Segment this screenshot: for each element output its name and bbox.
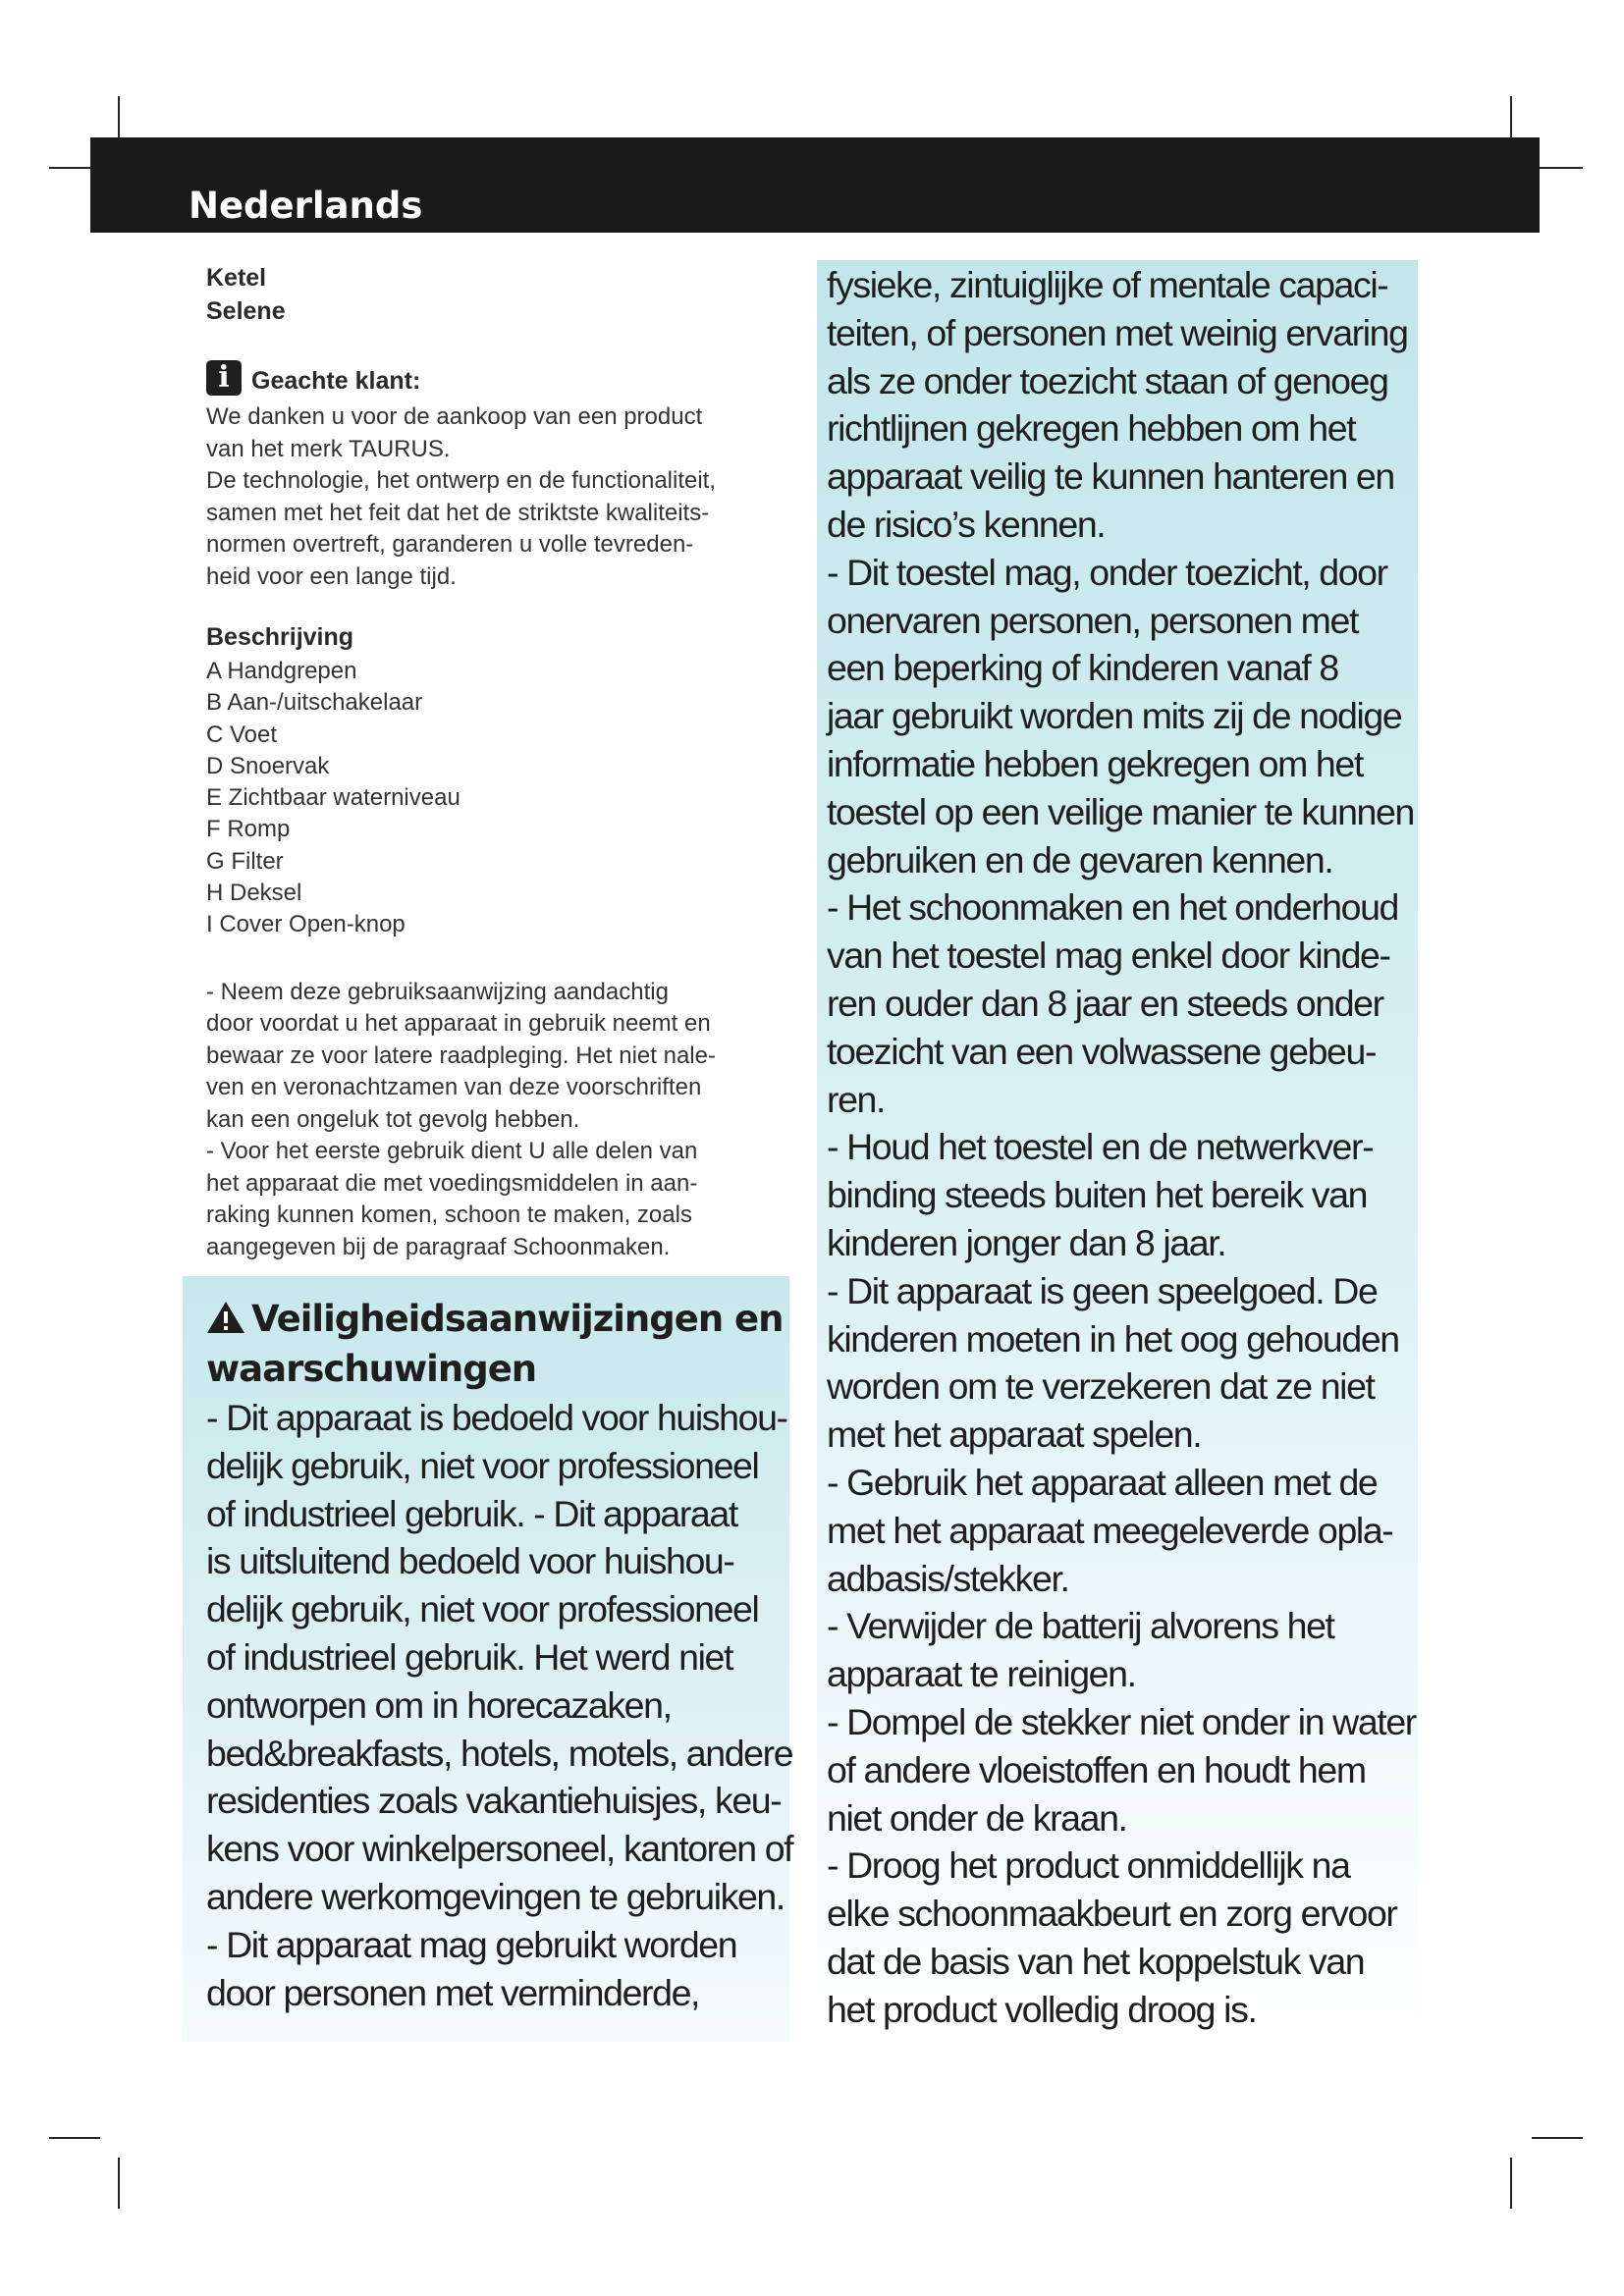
description-item: E Zichtbaar waterniveau bbox=[206, 784, 460, 812]
safety-line: - Het schoonmaken en het onderhoud bbox=[827, 886, 1398, 929]
description-item: A Handgrepen bbox=[206, 658, 357, 684]
crop-mark-bottom-right-vertical bbox=[1510, 2158, 1512, 2209]
safety-line: niet onder de kraan. bbox=[827, 1796, 1127, 1839]
greeting-row bbox=[206, 353, 795, 396]
note-line: het apparaat die met voedingsmiddelen in aan- bbox=[206, 1169, 698, 1197]
safety-line: - Droog het product onmiddellijk na bbox=[827, 1844, 1350, 1887]
safety-line: gebruiken en de gevaren kennen. bbox=[827, 838, 1333, 881]
description-item: H Deksel bbox=[206, 880, 302, 907]
notes-paragraph bbox=[206, 977, 795, 1264]
safety-line: een beperking of kinderen vanaf 8 bbox=[827, 647, 1338, 689]
safety-line: of andere vloeistoffen en houdt hem bbox=[827, 1748, 1366, 1790]
safety-line: met het apparaat spelen. bbox=[827, 1414, 1202, 1456]
safety-line: apparaat veilig te kunnen hanteren en bbox=[827, 455, 1394, 498]
intro-line: De technologie, het ontwerp en de functionaliteit, bbox=[206, 467, 717, 494]
safety-line: ren. bbox=[827, 1078, 886, 1120]
description-heading: Beschrijving bbox=[206, 623, 354, 651]
note-line: - Voor het eerste gebruik dient U alle delen van bbox=[206, 1138, 698, 1165]
note-line: bewaar ze voor latere raadpleging. Het niet nale- bbox=[206, 1041, 716, 1069]
intro-line: van het merk TAURUS. bbox=[206, 435, 451, 462]
crop-mark-bottom-left-vertical bbox=[118, 2158, 120, 2209]
intro-line: heid voor een lange tijd. bbox=[206, 562, 457, 590]
safety-line: ontworpen om in horecazaken, bbox=[206, 1683, 672, 1726]
safety-line: delijk gebruik, niet voor professioneel bbox=[206, 1588, 759, 1630]
product-name: Selene bbox=[206, 297, 286, 325]
greeting-label: Geachte klant: bbox=[251, 367, 421, 395]
note-line: ven en veronachtzamen van deze voorschriften bbox=[206, 1074, 702, 1101]
safety-line: de risico’s kennen. bbox=[827, 503, 1106, 545]
intro-paragraph bbox=[206, 401, 795, 593]
safety-line: - Gebruik het apparaat alleen met de bbox=[827, 1461, 1378, 1503]
left-column bbox=[206, 261, 795, 1263]
intro-line: We danken u voor de aankoop van een product bbox=[206, 403, 703, 430]
product-type: Ketel bbox=[206, 264, 267, 292]
crop-mark-bottom-left-horizontal bbox=[49, 2137, 100, 2139]
warning-triangle-icon bbox=[206, 1301, 245, 1334]
safety-line: - Dit apparaat is bedoeld voor huishou- bbox=[206, 1397, 787, 1438]
safety-left-content bbox=[206, 1294, 815, 2016]
note-line: door voordat u het apparaat in gebruik neemt en bbox=[206, 1010, 711, 1038]
safety-line: kens voor winkelpersoneel, kantoren of bbox=[206, 1828, 793, 1870]
safety-line: elke schoonmaakbeurt en zorg ervoor bbox=[827, 1893, 1397, 1935]
safety-title-line-2: waarschuwingen bbox=[206, 1348, 537, 1390]
description-item: F Romp bbox=[206, 816, 291, 843]
description-list bbox=[206, 656, 795, 941]
safety-line: informatie hebben gekregen om het bbox=[827, 742, 1363, 784]
safety-line: of industrieel gebruik. Het werd niet bbox=[206, 1635, 733, 1678]
safety-line: teiten, of personen met weinig ervaring bbox=[827, 311, 1408, 353]
safety-line: dat de basis van het koppelstuk van bbox=[827, 1940, 1365, 1982]
safety-line: toestel op een veilige manier te kunnen bbox=[827, 790, 1414, 832]
safety-line: andere werkomgevingen te gebruiken. bbox=[206, 1875, 785, 1917]
safety-line: fysieke, zintuiglijke of mentale capaci- bbox=[827, 264, 1388, 305]
safety-line: of industrieel gebruik. - Dit apparaat bbox=[206, 1492, 737, 1534]
safety-line: kinderen jonger dan 8 jaar. bbox=[827, 1221, 1226, 1263]
safety-title-line: Veiligheidsaanwijzingen en bbox=[251, 1298, 784, 1340]
safety-line: jaar gebruikt worden mits zij de nodige bbox=[827, 695, 1402, 737]
safety-line: binding steeds buiten het bereik van bbox=[827, 1174, 1368, 1216]
intro-line: samen met het feit dat het de striktste kwaliteits- bbox=[206, 499, 710, 526]
safety-line: onervaren personen, personen met bbox=[827, 599, 1358, 641]
safety-line: door personen met verminderde, bbox=[206, 1971, 700, 2013]
safety-line: bed&breakfasts, hotels, motels, andere bbox=[206, 1732, 793, 1774]
safety-line: - Dompel de stekker niet onder in water bbox=[827, 1700, 1416, 1742]
header-bar bbox=[90, 137, 1540, 233]
safety-right-content bbox=[827, 261, 1435, 2033]
info-icon: i bbox=[206, 360, 242, 396]
language-title: Nederlands bbox=[189, 185, 423, 227]
safety-line: delijk gebruik, niet voor professioneel bbox=[206, 1444, 759, 1486]
safety-left-text bbox=[206, 1394, 815, 2016]
safety-line: - Houd het toestel en de netwerkver- bbox=[827, 1126, 1374, 1168]
note-line: - Neem deze gebruiksaanwijzing aandachtig bbox=[206, 978, 669, 1005]
safety-line: - Dit toestel mag, onder toezicht, door bbox=[827, 551, 1387, 593]
description-item: D Snoervak bbox=[206, 752, 330, 779]
intro-line: normen overtreft, garanderen u volle tevreden- bbox=[206, 531, 694, 558]
safety-title bbox=[206, 1294, 815, 1344]
safety-line: ren ouder dan 8 jaar en steeds onder bbox=[827, 982, 1383, 1024]
safety-line: richtlijnen gekregen hebben om het bbox=[827, 407, 1356, 450]
safety-line: kinderen moeten in het oog gehouden bbox=[827, 1317, 1399, 1360]
safety-line: is uitsluitend bedoeld voor huishou- bbox=[206, 1540, 734, 1582]
description-item: B Aan-/uitschakelaar bbox=[206, 689, 423, 717]
safety-line: adbasis/stekker. bbox=[827, 1557, 1069, 1599]
safety-line: het product volledig droog is. bbox=[827, 1988, 1257, 2030]
note-line: raking kunnen komen, schoon te maken, zoals bbox=[206, 1201, 692, 1229]
safety-line: - Dit apparaat is geen speelgoed. De bbox=[827, 1269, 1378, 1311]
safety-line: apparaat te reinigen. bbox=[827, 1653, 1136, 1695]
description-item: G Filter bbox=[206, 847, 284, 875]
safety-line: van het toestel mag enkel door kinde- bbox=[827, 934, 1390, 977]
note-line: aangegeven bij de paragraaf Schoonmaken. bbox=[206, 1233, 671, 1260]
crop-mark-bottom-right-horizontal bbox=[1532, 2137, 1583, 2139]
safety-line: - Verwijder de batterij alvorens het bbox=[827, 1605, 1334, 1647]
safety-line: als ze onder toezicht staan of genoeg bbox=[827, 359, 1388, 401]
note-line: kan een ongeluk tot gevolg hebben. bbox=[206, 1105, 580, 1133]
safety-line: met het apparaat meegeleverde opla- bbox=[827, 1509, 1393, 1551]
description-item: I Cover Open-knop bbox=[206, 911, 406, 938]
safety-line: - Dit apparaat mag gebruikt worden bbox=[206, 1923, 737, 1965]
safety-line: residenties zoals vakantiehuisjes, keu- bbox=[206, 1780, 782, 1822]
description-item: C Voet bbox=[206, 721, 278, 748]
safety-line: toezicht van een volwassene gebeu- bbox=[827, 1030, 1377, 1072]
safety-line: worden om te verzekeren dat ze niet bbox=[827, 1365, 1375, 1408]
